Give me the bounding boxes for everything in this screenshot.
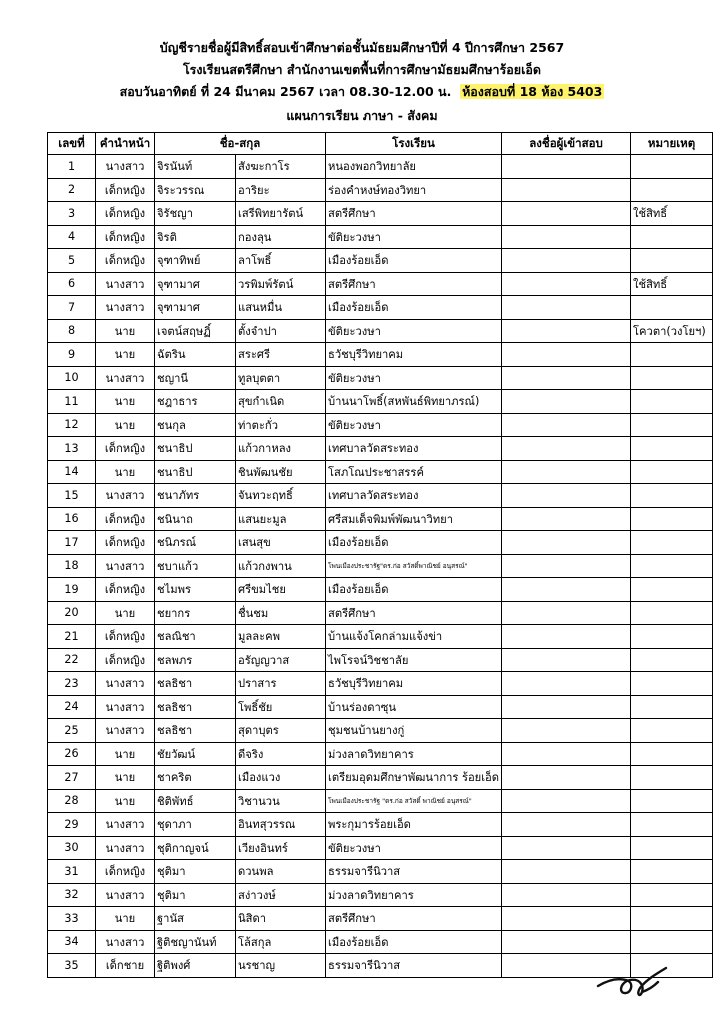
table-row [48, 813, 713, 837]
row-first-name: ชนาธิป [155, 460, 236, 484]
table-row [48, 296, 713, 320]
row-signature-cell [502, 202, 631, 226]
row-first-name: ชาคริต [155, 766, 236, 790]
row-signature-cell [502, 766, 631, 790]
row-first-name: ชลธิชา [155, 672, 236, 696]
row-number: 12 [48, 413, 96, 437]
row-first-name: ชไมพร [155, 578, 236, 602]
row-prefix: เด็กหญิง [96, 531, 155, 555]
row-number: 1 [48, 155, 96, 179]
row-number: 16 [48, 507, 96, 531]
row-school: ม่วงลาดวิทยาคาร [326, 742, 502, 766]
row-note [631, 625, 713, 649]
table-row [48, 860, 713, 884]
row-note [631, 883, 713, 907]
row-last-name: แสนหมื่น [236, 296, 326, 320]
row-note [631, 860, 713, 884]
row-number: 30 [48, 836, 96, 860]
row-signature-cell [502, 930, 631, 954]
row-signature-cell [502, 155, 631, 179]
row-last-name: สังฆะกาโร [236, 155, 326, 179]
row-number: 21 [48, 625, 96, 649]
table-row [48, 531, 713, 555]
row-signature-cell [502, 836, 631, 860]
row-prefix: นาย [96, 789, 155, 813]
row-number: 13 [48, 437, 96, 461]
row-number: 10 [48, 366, 96, 390]
column-header-signature: ลงชื่อผู้เข้าสอบ [502, 133, 631, 155]
row-school: ขัติยะวงษา [326, 413, 502, 437]
row-last-name: สระศรี [236, 343, 326, 367]
row-school: ขัติยะวงษา [326, 836, 502, 860]
row-first-name: เจตน์สฤษฏิ์ [155, 319, 236, 343]
column-header-note: หมายเหตุ [631, 133, 713, 155]
row-last-name: ชื่นชม [236, 601, 326, 625]
row-number: 9 [48, 343, 96, 367]
row-prefix: นางสาว [96, 695, 155, 719]
column-header-school: โรงเรียน [326, 133, 502, 155]
row-prefix: นางสาว [96, 484, 155, 508]
row-school: เทศบาลวัดสระทอง [326, 484, 502, 508]
row-note [631, 531, 713, 555]
table-row [48, 719, 713, 743]
table-row [48, 554, 713, 578]
row-first-name: ชุดาภา [155, 813, 236, 837]
row-first-name: ฐานัส [155, 907, 236, 931]
row-note [631, 907, 713, 931]
row-last-name: นิสิดา [236, 907, 326, 931]
row-signature-cell [502, 907, 631, 931]
row-number: 15 [48, 484, 96, 508]
row-first-name: ชบาแก้ว [155, 554, 236, 578]
row-first-name: ชุติกาญจน์ [155, 836, 236, 860]
row-first-name: ชุติมา [155, 883, 236, 907]
row-last-name: แก้วกงพาน [236, 554, 326, 578]
row-first-name: ชลธิชา [155, 695, 236, 719]
row-prefix: นาย [96, 601, 155, 625]
row-first-name: จิรติ [155, 225, 236, 249]
row-school: เมืองร้อยเอ็ด [326, 296, 502, 320]
row-first-name: ชฎาธาร [155, 390, 236, 414]
row-number: 2 [48, 178, 96, 202]
row-signature-cell [502, 390, 631, 414]
row-note [631, 695, 713, 719]
row-prefix: นางสาว [96, 672, 155, 696]
row-signature-cell [502, 413, 631, 437]
row-prefix: เด็กหญิง [96, 225, 155, 249]
row-last-name: แก้วกาหลง [236, 437, 326, 461]
table-row [48, 484, 713, 508]
row-first-name: ชญานี [155, 366, 236, 390]
row-last-name: เมืองแวง [236, 766, 326, 790]
row-number: 29 [48, 813, 96, 837]
row-school: บ้านนาโพธิ์(สหพันธ์พิทยาภรณ์) [326, 390, 502, 414]
row-number: 32 [48, 883, 96, 907]
row-last-name: กองลุน [236, 225, 326, 249]
row-note [631, 789, 713, 813]
row-first-name: ชนินาถ [155, 507, 236, 531]
row-last-name: ดวนพล [236, 860, 326, 884]
row-last-name: ตั้งจำปา [236, 319, 326, 343]
row-signature-cell [502, 554, 631, 578]
row-first-name: ชนาธิป [155, 437, 236, 461]
row-school: เทศบาลวัดสระทอง [326, 437, 502, 461]
table-row [48, 883, 713, 907]
row-signature-cell [502, 437, 631, 461]
row-prefix: นางสาว [96, 272, 155, 296]
row-signature-cell [502, 883, 631, 907]
row-signature-cell [502, 484, 631, 508]
row-school: ศรีสมเด็จพิมพ์พัฒนาวิทยา [326, 507, 502, 531]
row-prefix: นาย [96, 460, 155, 484]
row-signature-cell [502, 460, 631, 484]
row-last-name: โพธิ์ชัย [236, 695, 326, 719]
row-note [631, 648, 713, 672]
table-row [48, 507, 713, 531]
row-school: เมืองร้อยเอ็ด [326, 531, 502, 555]
row-number: 4 [48, 225, 96, 249]
row-last-name: อินทสุวรรณ [236, 813, 326, 837]
row-last-name: อาริยะ [236, 178, 326, 202]
row-first-name: จิรนันท์ [155, 155, 236, 179]
row-school: ชุมชนบ้านยางกู่ [326, 719, 502, 743]
row-first-name: ชลธิชา [155, 719, 236, 743]
row-school: ขัติยะวงษา [326, 366, 502, 390]
exam-date-time: สอบวันอาทิตย์ ที่ 24 มีนาคม 2567 เวลา 08.30-12.00 น. [119, 84, 452, 99]
table-row [48, 272, 713, 296]
row-number: 26 [48, 742, 96, 766]
row-prefix: เด็กหญิง [96, 437, 155, 461]
row-signature-cell [502, 343, 631, 367]
row-note [631, 766, 713, 790]
table-row [48, 766, 713, 790]
row-number: 11 [48, 390, 96, 414]
row-number: 3 [48, 202, 96, 226]
row-number: 34 [48, 930, 96, 954]
row-note [631, 836, 713, 860]
row-signature-cell [502, 578, 631, 602]
row-school: เมืองร้อยเอ็ด [326, 578, 502, 602]
row-note [631, 437, 713, 461]
row-last-name: วิชานวน [236, 789, 326, 813]
row-school: โสภโณประชาสรรค์ [326, 460, 502, 484]
row-number: 18 [48, 554, 96, 578]
row-number: 33 [48, 907, 96, 931]
row-prefix: เด็กหญิง [96, 578, 155, 602]
row-signature-cell [502, 813, 631, 837]
row-signature-cell [502, 742, 631, 766]
row-first-name: ชิติพัทธ์ [155, 789, 236, 813]
table-row [48, 390, 713, 414]
row-last-name: ชินพัฒนชัย [236, 460, 326, 484]
row-prefix: นาย [96, 907, 155, 931]
row-number: 28 [48, 789, 96, 813]
table-row [48, 625, 713, 649]
row-prefix: นางสาว [96, 930, 155, 954]
table-row [48, 343, 713, 367]
row-number: 31 [48, 860, 96, 884]
row-signature-cell [502, 178, 631, 202]
row-first-name: ชัยวัฒน์ [155, 742, 236, 766]
row-number: 25 [48, 719, 96, 743]
row-prefix: นางสาว [96, 836, 155, 860]
row-prefix: นาย [96, 742, 155, 766]
row-number: 23 [48, 672, 96, 696]
row-first-name: ฐิติชญานันท์ [155, 930, 236, 954]
row-last-name: ท่าตะกั่ว [236, 413, 326, 437]
row-prefix: เด็กหญิง [96, 202, 155, 226]
row-last-name: มูลละคพ [236, 625, 326, 649]
row-signature-cell [502, 225, 631, 249]
row-signature-cell [502, 719, 631, 743]
row-prefix: นางสาว [96, 554, 155, 578]
row-school: ธรรมจารีนิวาส [326, 860, 502, 884]
row-school: เมืองร้อยเอ็ด [326, 930, 502, 954]
row-first-name: จิระวรรณ [155, 178, 236, 202]
row-signature-cell [502, 860, 631, 884]
row-number: 17 [48, 531, 96, 555]
row-prefix: เด็กหญิง [96, 860, 155, 884]
table-row [48, 695, 713, 719]
row-last-name: ศรีขมไชย [236, 578, 326, 602]
row-note [631, 155, 713, 179]
row-first-name: ฐิติพงศ์ [155, 954, 236, 978]
row-prefix: เด็กหญิง [96, 178, 155, 202]
document-title: บัญชีรายชื่อผู้มีสิทธิ์สอบเข้าศึกษาต่อชั้นมัธยมศึกษาปีที่ 4 ปีการศึกษา 2567 [159, 40, 565, 55]
row-first-name: ชนิภรณ์ [155, 531, 236, 555]
table-row [48, 319, 713, 343]
row-signature-cell [502, 695, 631, 719]
row-note [631, 507, 713, 531]
row-signature-cell [502, 507, 631, 531]
row-number: 5 [48, 249, 96, 273]
school-line: โรงเรียนสตรีศึกษา สำนักงานเขตพื้นที่การศึกษามัธยมศึกษาร้อยเอ็ด [182, 62, 542, 77]
row-prefix: นาย [96, 319, 155, 343]
row-prefix: เด็กหญิง [96, 249, 155, 273]
row-prefix: นาย [96, 413, 155, 437]
row-number: 22 [48, 648, 96, 672]
row-last-name: ปราสาร [236, 672, 326, 696]
row-school: ม่วงลาดวิทยาคาร [326, 883, 502, 907]
row-school: บ้านร่องดาซุน [326, 695, 502, 719]
row-prefix: นางสาว [96, 719, 155, 743]
row-number: 27 [48, 766, 96, 790]
row-first-name: จุฑาทิพย์ [155, 249, 236, 273]
row-first-name: จิรัชญา [155, 202, 236, 226]
row-last-name: อรัญญวาส [236, 648, 326, 672]
row-school: โพนเมืองประชารัฐ "ดร.ก่อ สวัสดิ์ พาณิชย์ อนุสรณ์" [326, 789, 502, 813]
column-header-name: ชื่อ-สกุล [155, 133, 326, 155]
table-row [48, 578, 713, 602]
column-header-prefix: คำนำหน้า [96, 133, 155, 155]
row-signature-cell [502, 366, 631, 390]
row-school: ร่องคำหงษ์ทองวิทยา [326, 178, 502, 202]
row-signature-cell [502, 272, 631, 296]
row-prefix: นางสาว [96, 155, 155, 179]
row-number: 35 [48, 954, 96, 978]
row-school: โพนเมืองประชารัฐ"ดร.ก่อ สวัสดิ์พาณิชย์ อนุสรณ์" [326, 554, 502, 578]
exam-room-highlight: ห้องสอบที่ 18 ห้อง 5403 [462, 84, 603, 99]
table-row [48, 413, 713, 437]
row-number: 7 [48, 296, 96, 320]
row-note [631, 225, 713, 249]
row-note [631, 601, 713, 625]
row-first-name: จุฑามาศ [155, 296, 236, 320]
row-school: เมืองร้อยเอ็ด [326, 249, 502, 273]
table-row [48, 155, 713, 179]
row-last-name: นรชาญ [236, 954, 326, 978]
row-school: สตรีศึกษา [326, 202, 502, 226]
row-note: ใช้สิทธิ์ [631, 272, 713, 296]
row-last-name: เสรีพิทยารัตน์ [236, 202, 326, 226]
row-signature-cell [502, 789, 631, 813]
table-row [48, 202, 713, 226]
row-note [631, 813, 713, 837]
row-school: เตรียมอุดมศึกษาพัฒนาการ ร้อยเอ็ด [326, 766, 502, 790]
row-school: ธวัชบุรีวิทยาคม [326, 672, 502, 696]
row-last-name: เวียงอินทร์ [236, 836, 326, 860]
signature-mark [596, 960, 674, 1006]
table-row [48, 930, 713, 954]
row-note [631, 672, 713, 696]
row-note [631, 484, 713, 508]
row-signature-cell [502, 249, 631, 273]
row-prefix: เด็กหญิง [96, 625, 155, 649]
row-first-name: จุฑามาศ [155, 272, 236, 296]
row-note [631, 930, 713, 954]
table-row [48, 366, 713, 390]
row-last-name: สุดาบุตร [236, 719, 326, 743]
row-number: 8 [48, 319, 96, 343]
row-last-name: โล้สกุล [236, 930, 326, 954]
table-row [48, 437, 713, 461]
row-school: พระกุมารร้อยเอ็ด [326, 813, 502, 837]
table-row [48, 672, 713, 696]
row-prefix: นางสาว [96, 813, 155, 837]
row-last-name: สง่าวงษ์ [236, 883, 326, 907]
row-number: 24 [48, 695, 96, 719]
row-note: โควตา(วงโยฯ) [631, 319, 713, 343]
row-school: สตรีศึกษา [326, 272, 502, 296]
row-note [631, 249, 713, 273]
row-last-name: ลาโพธิ์ [236, 249, 326, 273]
table-row [48, 178, 713, 202]
row-school: ธวัชบุรีวิทยาคม [326, 343, 502, 367]
row-note [631, 554, 713, 578]
row-signature-cell [502, 672, 631, 696]
row-signature-cell [502, 319, 631, 343]
row-school: ขัติยะวงษา [326, 225, 502, 249]
row-note [631, 390, 713, 414]
row-prefix: เด็กหญิง [96, 648, 155, 672]
row-note [631, 296, 713, 320]
row-first-name: ชนกุล [155, 413, 236, 437]
row-last-name: สุขกำเนิด [236, 390, 326, 414]
table-header-row [48, 133, 713, 155]
table-row [48, 460, 713, 484]
row-signature-cell [502, 296, 631, 320]
row-first-name: ชลพภร [155, 648, 236, 672]
row-note [631, 178, 713, 202]
row-signature-cell [502, 531, 631, 555]
row-note [631, 366, 713, 390]
row-prefix: นางสาว [96, 296, 155, 320]
table-row [48, 249, 713, 273]
row-school: บ้านแจ้งโคกล่ามแจ้งข่า [326, 625, 502, 649]
row-last-name: ทูลบุตตา [236, 366, 326, 390]
row-school: ขัติยะวงษา [326, 319, 502, 343]
row-number: 20 [48, 601, 96, 625]
row-first-name: ชุติมา [155, 860, 236, 884]
row-school: สตรีศึกษา [326, 601, 502, 625]
row-school: สตรีศึกษา [326, 907, 502, 931]
row-signature-cell [502, 625, 631, 649]
table-row [48, 836, 713, 860]
row-last-name: จันทวะฤทธิ์ [236, 484, 326, 508]
row-note [631, 719, 713, 743]
column-header-number: เลขที่ [48, 133, 96, 155]
study-plan-line: แผนการเรียน ภาษา - สังคม [286, 108, 438, 123]
row-school: ธรรมจารีนิวาส [326, 954, 502, 978]
row-prefix: นางสาว [96, 883, 155, 907]
row-last-name: แสนยะมูล [236, 507, 326, 531]
row-note [631, 460, 713, 484]
row-school: ไพโรจน์วิชชาลัย [326, 648, 502, 672]
row-prefix: เด็กหญิง [96, 507, 155, 531]
row-note [631, 742, 713, 766]
table-row [48, 225, 713, 249]
table-row [48, 601, 713, 625]
row-first-name: ชนาภัทร [155, 484, 236, 508]
row-note [631, 413, 713, 437]
row-note [631, 343, 713, 367]
table-row [48, 907, 713, 931]
row-note: ใช้สิทธิ์ [631, 202, 713, 226]
row-prefix: นาย [96, 343, 155, 367]
exam-schedule-line [0, 84, 724, 100]
candidate-table [47, 132, 713, 978]
row-prefix: นาย [96, 766, 155, 790]
table-row [48, 648, 713, 672]
row-school: หนองพอกวิทยาลัย [326, 155, 502, 179]
row-number: 14 [48, 460, 96, 484]
row-first-name: ชลณิชา [155, 625, 236, 649]
row-last-name: เสนสุข [236, 531, 326, 555]
row-signature-cell [502, 648, 631, 672]
row-first-name: ชยากร [155, 601, 236, 625]
row-prefix: เด็กชาย [96, 954, 155, 978]
table-row [48, 742, 713, 766]
row-signature-cell [502, 601, 631, 625]
table-row [48, 789, 713, 813]
row-prefix: นาย [96, 390, 155, 414]
row-last-name: วรพิมพ์รัตน์ [236, 272, 326, 296]
row-last-name: ดีจริง [236, 742, 326, 766]
row-number: 19 [48, 578, 96, 602]
row-first-name: ฉัตริน [155, 343, 236, 367]
row-number: 6 [48, 272, 96, 296]
row-note [631, 578, 713, 602]
row-prefix: นางสาว [96, 366, 155, 390]
